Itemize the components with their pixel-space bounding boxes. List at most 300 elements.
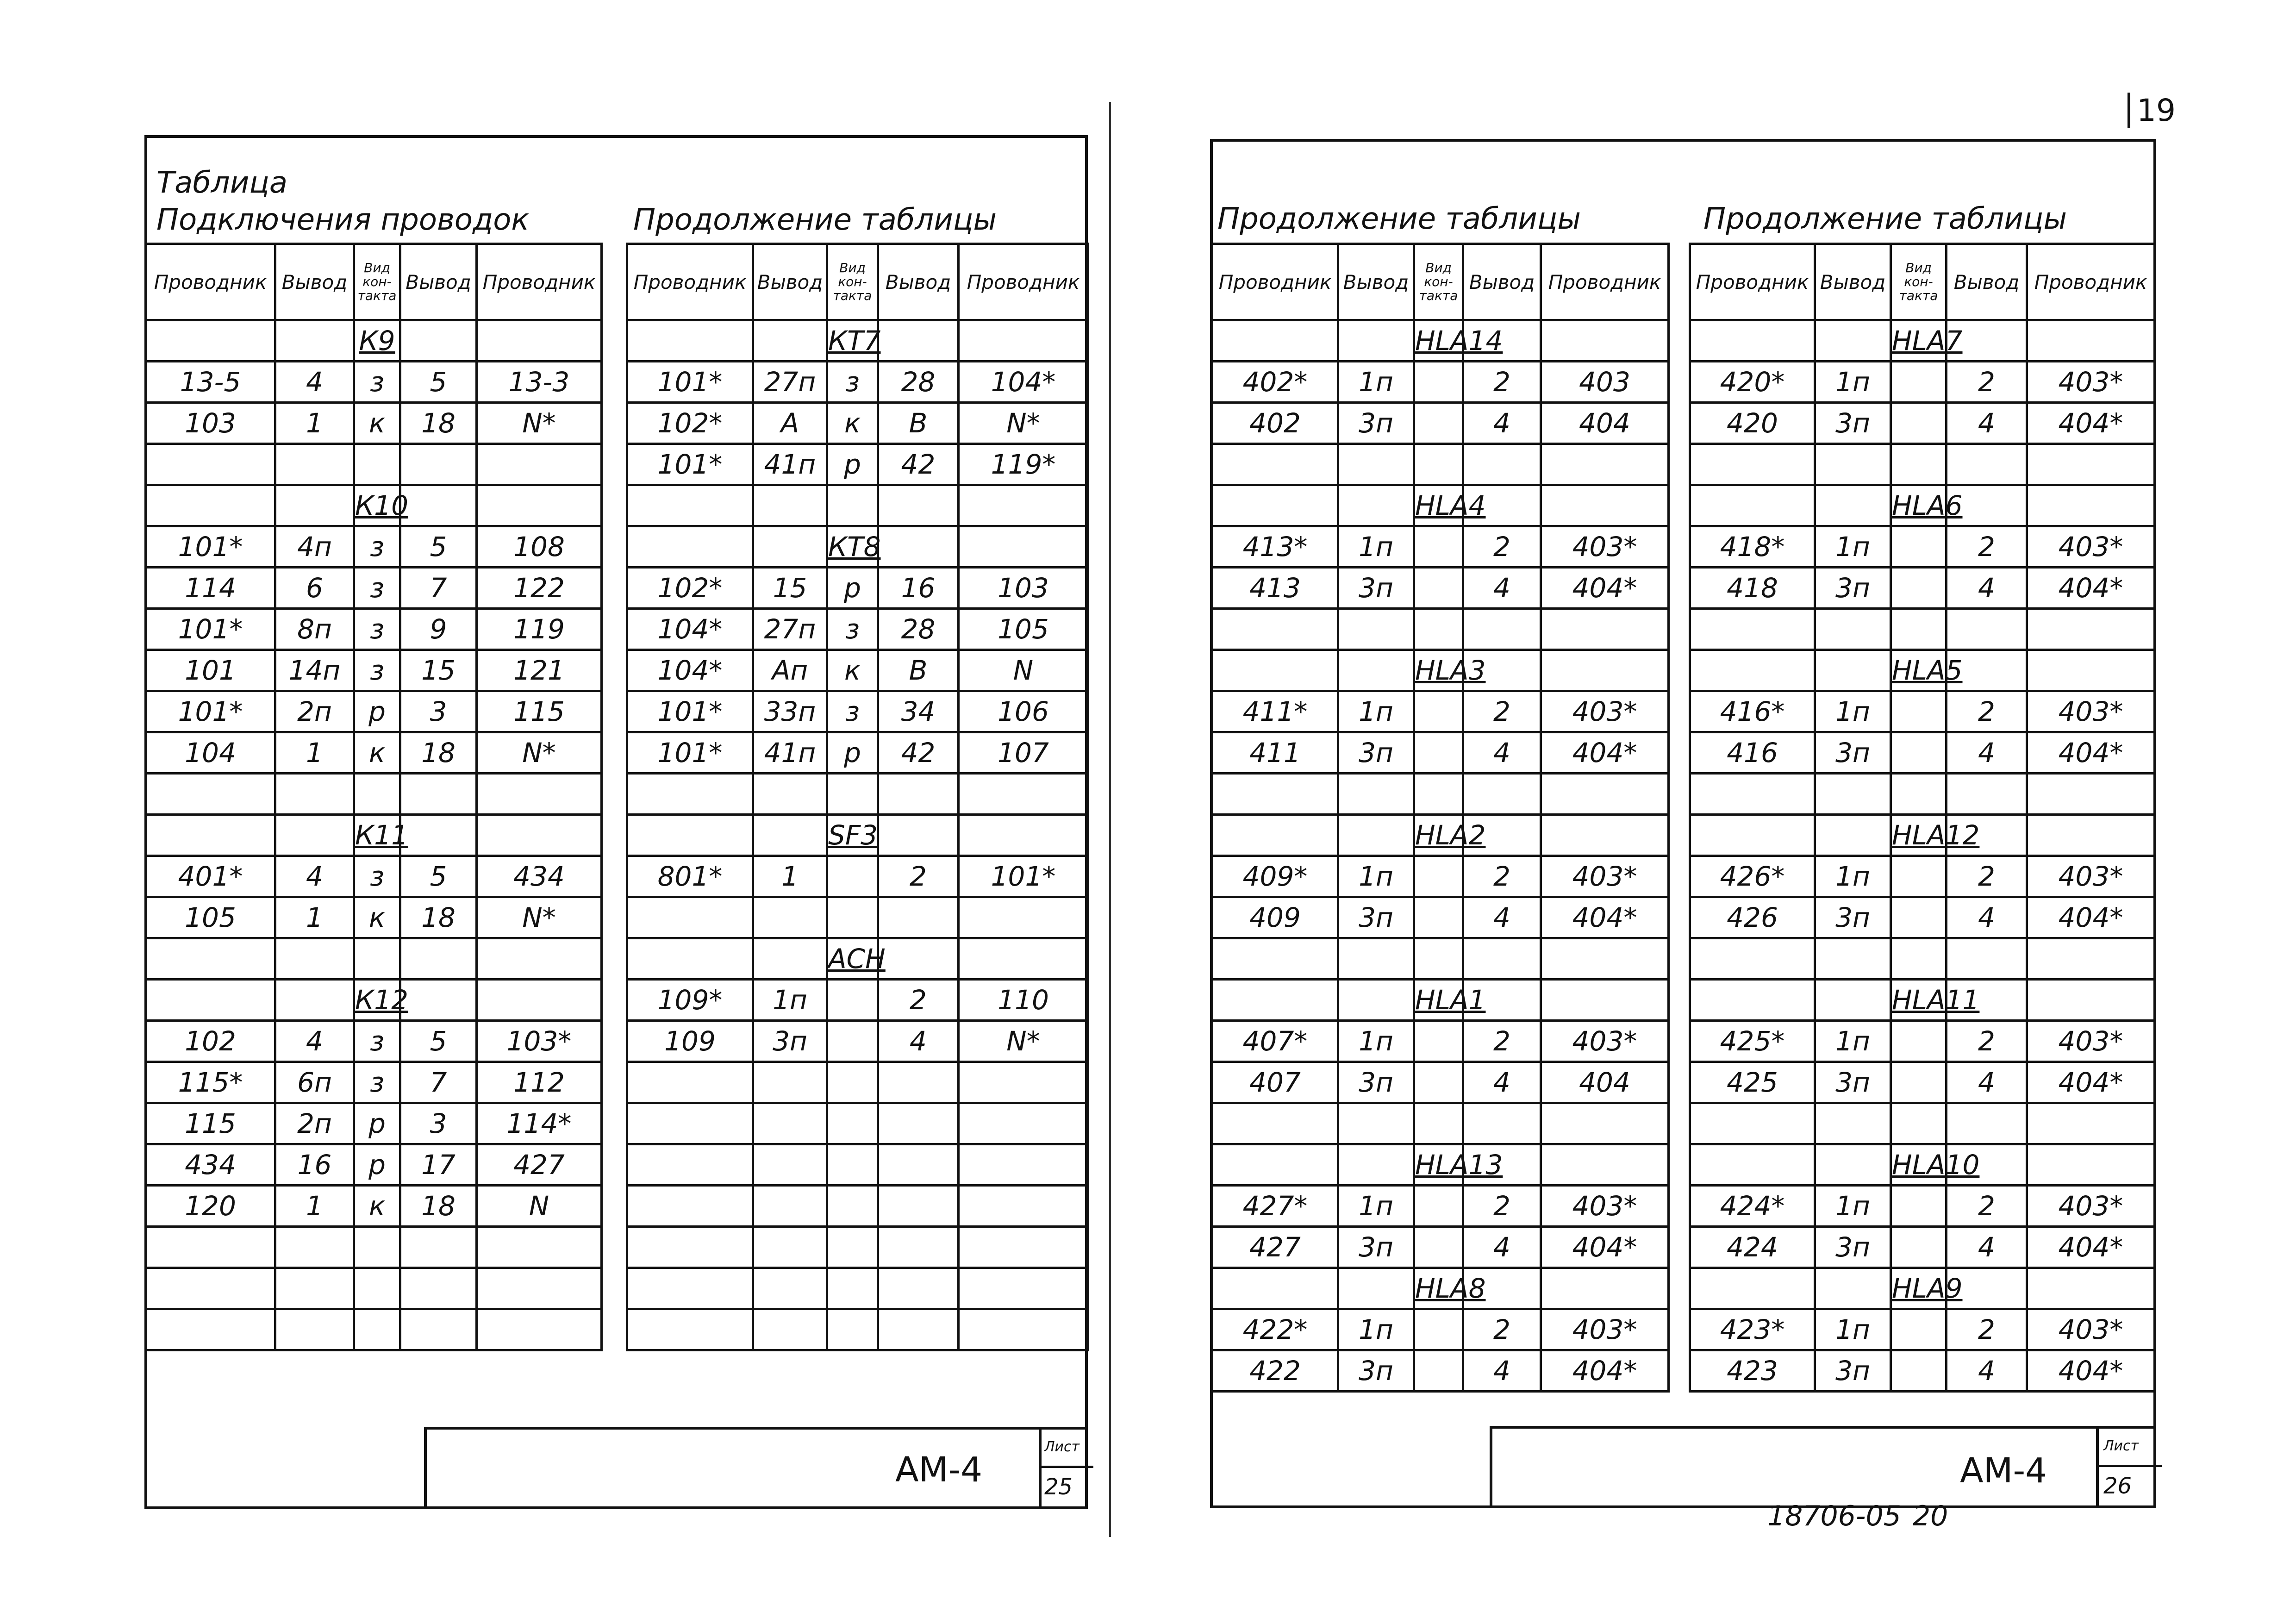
sheet-number-mark: 19 — [2128, 93, 2176, 128]
cell-conductor — [1212, 1103, 1338, 1144]
cell-output — [1338, 774, 1414, 815]
device-label: HLA5 — [1891, 650, 1947, 691]
cell-contact-type — [1891, 526, 1947, 568]
table-row — [1690, 691, 2155, 732]
cell-output: 2п — [275, 1103, 354, 1144]
cell-conductor: 109* — [627, 980, 753, 1021]
cell-conductor — [627, 526, 753, 568]
table-row — [146, 938, 602, 980]
header-row — [146, 244, 602, 320]
cell-contact-type — [1891, 1062, 1947, 1103]
cell-output2: 2 — [1947, 1186, 2027, 1227]
cell-output2: 18 — [400, 732, 477, 774]
cell-output — [1815, 774, 1891, 815]
cell-output: 15 — [753, 568, 827, 609]
device-row — [1690, 980, 2155, 1021]
cell-conductor: 409* — [1212, 856, 1338, 897]
cell-conductor2: 404* — [2027, 1227, 2155, 1268]
table-row — [1690, 1103, 2155, 1144]
cell-contact-type — [1891, 856, 1947, 897]
cell-conductor: 101* — [146, 609, 275, 650]
cell-conductor2: 404* — [1541, 568, 1669, 609]
table-row — [1212, 403, 1669, 444]
cell-contact-type: р — [354, 691, 400, 732]
cell-conductor2 — [959, 1103, 1088, 1144]
cell-output: 1п — [1338, 1309, 1414, 1350]
cell-output2: 28 — [878, 362, 959, 403]
cell-conductor2: 112 — [477, 1062, 602, 1103]
cell-conductor: 101* — [627, 444, 753, 485]
cell-conductor — [1212, 485, 1338, 526]
cell-output2: 4 — [1947, 732, 2027, 774]
cell-output: 3п — [1815, 1062, 1891, 1103]
cell-conductor — [1212, 650, 1338, 691]
table-row — [1690, 362, 2155, 403]
continuation-caption-2: Продолжение таблицы — [1703, 202, 2067, 236]
cell-conductor2: 108 — [477, 526, 602, 568]
cell-contact-type — [1891, 609, 1947, 650]
cell-conductor: 101 — [146, 650, 275, 691]
cell-conductor2: N* — [477, 732, 602, 774]
cell-output2: 16 — [878, 568, 959, 609]
cell-output — [753, 897, 827, 938]
table-row — [1690, 1227, 2155, 1268]
cell-output — [1815, 485, 1891, 526]
cell-contact-type: к — [354, 403, 400, 444]
cell-contact-type — [1414, 897, 1463, 938]
cell-output: 1 — [275, 897, 354, 938]
device-row — [627, 320, 1088, 362]
cell-conductor: 402* — [1212, 362, 1338, 403]
cell-output: 1п — [1815, 362, 1891, 403]
cell-conductor2: 13-3 — [477, 362, 602, 403]
cell-conductor — [1212, 320, 1338, 362]
table-row — [627, 1186, 1088, 1227]
cell-conductor: 425* — [1690, 1021, 1815, 1062]
device-label: HLA1 — [1414, 980, 1463, 1021]
table-row — [627, 897, 1088, 938]
cell-output2: 4 — [1463, 732, 1541, 774]
cell-contact-type: з — [354, 856, 400, 897]
table-row — [627, 403, 1088, 444]
cell-conductor2: N* — [959, 403, 1088, 444]
cell-contact-type — [1414, 1309, 1463, 1350]
cell-conductor2: 404* — [1541, 732, 1669, 774]
cell-contact-type — [1891, 691, 1947, 732]
device-row — [1690, 815, 2155, 856]
cell-conductor2: 403* — [2027, 856, 2155, 897]
cell-contact-type — [827, 1186, 878, 1227]
cell-output — [753, 1268, 827, 1309]
cell-output2: 4 — [1947, 897, 2027, 938]
cell-output — [1815, 650, 1891, 691]
header-output2: Вывод — [878, 244, 959, 320]
cell-conductor2 — [1541, 444, 1669, 485]
cell-output: 1п — [1815, 691, 1891, 732]
cell-conductor2 — [2027, 815, 2155, 856]
cell-output — [1815, 1144, 1891, 1186]
cell-output — [275, 815, 354, 856]
cell-conductor: 401* — [146, 856, 275, 897]
cell-conductor2: 403* — [2027, 1186, 2155, 1227]
device-row — [146, 980, 602, 1021]
cell-contact-type — [1414, 362, 1463, 403]
cell-contact-type — [1414, 1103, 1463, 1144]
cell-output2: 2 — [1463, 1309, 1541, 1350]
cell-output2 — [400, 1309, 477, 1350]
cell-output — [1815, 980, 1891, 1021]
table-row — [627, 1268, 1088, 1309]
cell-conductor — [1212, 444, 1338, 485]
cell-output2 — [1947, 774, 2027, 815]
header-output: Вывод — [275, 244, 354, 320]
cell-output2 — [878, 1186, 959, 1227]
device-row — [1690, 1144, 2155, 1186]
cell-output — [275, 1227, 354, 1268]
cell-output — [1338, 1268, 1414, 1309]
table-row — [146, 1309, 602, 1350]
device-label: HLA13 — [1414, 1144, 1463, 1186]
cell-conductor2: 403* — [1541, 1021, 1669, 1062]
cell-conductor: 114 — [146, 568, 275, 609]
cell-conductor — [146, 938, 275, 980]
table-subtitle: Подключения проводок — [156, 203, 529, 237]
table-row — [146, 1062, 602, 1103]
cell-output — [275, 1268, 354, 1309]
cell-output — [753, 1062, 827, 1103]
cell-conductor2: 103* — [477, 1021, 602, 1062]
cell-conductor — [1690, 938, 1815, 980]
cell-output2: 3 — [400, 691, 477, 732]
cell-conductor2: N* — [477, 897, 602, 938]
table-row — [146, 1103, 602, 1144]
cell-contact-type — [827, 1309, 878, 1350]
header-conductor2: Проводник — [959, 244, 1088, 320]
cell-contact-type — [354, 774, 400, 815]
cell-output2: 4 — [878, 1021, 959, 1062]
cell-output2 — [1947, 938, 2027, 980]
cell-output — [1338, 650, 1414, 691]
cell-output: 3п — [1338, 1062, 1414, 1103]
cell-output2: 4 — [1947, 1062, 2027, 1103]
cell-conductor: 13-5 — [146, 362, 275, 403]
cell-conductor2 — [959, 815, 1088, 856]
table-row — [146, 650, 602, 691]
cell-contact-type — [354, 1309, 400, 1350]
cell-conductor2 — [477, 1309, 602, 1350]
cell-conductor: 427 — [1212, 1227, 1338, 1268]
cell-output: 14п — [275, 650, 354, 691]
cell-contact-type — [827, 897, 878, 938]
table-row — [1212, 856, 1669, 897]
cell-output — [1338, 938, 1414, 980]
cell-conductor: 418* — [1690, 526, 1815, 568]
device-label: HLA9 — [1891, 1268, 1947, 1309]
table-row — [146, 1268, 602, 1309]
cell-conductor2 — [1541, 774, 1669, 815]
cell-contact-type — [354, 444, 400, 485]
cell-conductor: 101* — [146, 691, 275, 732]
table-row — [1212, 526, 1669, 568]
cell-conductor: 426* — [1690, 856, 1815, 897]
cell-conductor2: 404* — [1541, 1350, 1669, 1392]
table-row — [1212, 732, 1669, 774]
cell-contact-type: р — [827, 444, 878, 485]
cell-output — [275, 938, 354, 980]
cell-conductor2: 404* — [1541, 1227, 1669, 1268]
cell-conductor: 402 — [1212, 403, 1338, 444]
table-row — [1212, 362, 1669, 403]
cell-output2: 17 — [400, 1144, 477, 1186]
table-row — [146, 1021, 602, 1062]
cell-output — [275, 980, 354, 1021]
cell-contact-type: з — [354, 650, 400, 691]
cell-output2: 3 — [400, 1103, 477, 1144]
cell-contact-type — [1414, 1227, 1463, 1268]
connection-table-1 — [144, 243, 603, 1351]
cell-output — [753, 815, 827, 856]
continuation-caption-1: Продолжение таблицы — [1217, 202, 1581, 236]
cell-conductor: 101* — [627, 691, 753, 732]
cell-conductor — [1212, 1144, 1338, 1186]
device-row — [1212, 980, 1669, 1021]
cell-output2: 2 — [1947, 362, 2027, 403]
cell-conductor2 — [477, 815, 602, 856]
cell-output: 1п — [1815, 526, 1891, 568]
cell-output2: 5 — [400, 362, 477, 403]
table-row — [1690, 856, 2155, 897]
cell-contact-type: к — [827, 403, 878, 444]
table-row — [627, 1103, 1088, 1144]
cell-conductor2: 403* — [2027, 691, 2155, 732]
cell-contact-type — [1414, 938, 1463, 980]
cell-contact-type — [827, 980, 878, 1021]
table-row — [1690, 568, 2155, 609]
cell-contact-type — [827, 1062, 878, 1103]
cell-contact-type — [1891, 1021, 1947, 1062]
table-row — [1212, 1227, 1669, 1268]
header-conductor2: Проводник — [2027, 244, 2155, 320]
cell-output2: 4 — [1463, 1350, 1541, 1392]
cell-conductor — [627, 1144, 753, 1186]
cell-conductor — [1690, 1268, 1815, 1309]
cell-contact-type — [1891, 1350, 1947, 1392]
device-label: HLA8 — [1414, 1268, 1463, 1309]
cell-output: 1п — [1815, 1186, 1891, 1227]
cell-output2 — [400, 815, 477, 856]
header-conductor: Проводник — [627, 244, 753, 320]
cell-output2 — [878, 1268, 959, 1309]
cell-output — [275, 444, 354, 485]
cell-conductor2 — [1541, 1103, 1669, 1144]
sheet-label: Лист — [2103, 1438, 2139, 1454]
cell-output: 4п — [275, 526, 354, 568]
cell-conductor: 426 — [1690, 897, 1815, 938]
cell-output — [753, 1227, 827, 1268]
cell-conductor: 102* — [627, 568, 753, 609]
cell-conductor — [146, 1268, 275, 1309]
cell-output2: 2 — [1947, 526, 2027, 568]
cell-conductor — [627, 1062, 753, 1103]
cell-output2: 4 — [1463, 1062, 1541, 1103]
device-row — [146, 485, 602, 526]
cell-output: 3п — [1338, 403, 1414, 444]
cell-output2: 42 — [878, 732, 959, 774]
table-row — [146, 897, 602, 938]
sheet-label: Лист — [1044, 1439, 1080, 1455]
cell-conductor — [1212, 938, 1338, 980]
cell-conductor2: 427 — [477, 1144, 602, 1186]
cell-conductor2: 404 — [1541, 403, 1669, 444]
cell-output2: 2 — [1947, 1309, 2027, 1350]
cell-output — [1338, 444, 1414, 485]
cell-output2 — [878, 1103, 959, 1144]
table-row — [1212, 938, 1669, 980]
cell-conductor2 — [477, 1227, 602, 1268]
cell-output2: 4 — [1463, 897, 1541, 938]
device-row — [627, 938, 1088, 980]
cell-conductor: 416* — [1690, 691, 1815, 732]
table-row — [627, 980, 1088, 1021]
cell-output: 1п — [1338, 856, 1414, 897]
cell-output2: 5 — [400, 526, 477, 568]
cell-output: 3п — [1815, 568, 1891, 609]
cell-conductor2: 434 — [477, 856, 602, 897]
device-label: HLA7 — [1891, 320, 1947, 362]
cell-output2: 9 — [400, 609, 477, 650]
table-row — [146, 403, 602, 444]
cell-conductor — [146, 774, 275, 815]
table-row — [1690, 938, 2155, 980]
header-row — [1690, 244, 2155, 320]
cell-conductor2 — [2027, 444, 2155, 485]
cell-conductor: 101* — [627, 732, 753, 774]
cell-conductor — [1690, 1144, 1815, 1186]
table-row — [627, 1144, 1088, 1186]
device-label: HLA2 — [1414, 815, 1463, 856]
cell-output2 — [878, 938, 959, 980]
cell-conductor2: 403* — [2027, 1309, 2155, 1350]
cell-output: 4 — [275, 856, 354, 897]
cell-output2 — [1463, 1103, 1541, 1144]
cell-output: 1п — [1338, 1021, 1414, 1062]
cell-output2 — [878, 1227, 959, 1268]
table-row — [146, 774, 602, 815]
cell-conductor2: 403* — [1541, 691, 1669, 732]
cell-contact-type — [1891, 1227, 1947, 1268]
cell-conductor — [1690, 609, 1815, 650]
cell-conductor2: 107 — [959, 732, 1088, 774]
cell-output2 — [878, 526, 959, 568]
cell-output: 4 — [275, 362, 354, 403]
table-row — [1690, 403, 2155, 444]
cell-conductor2: 403* — [1541, 1309, 1669, 1350]
cell-contact-type — [1891, 938, 1947, 980]
cell-output2 — [878, 1062, 959, 1103]
cell-conductor: 104* — [627, 609, 753, 650]
cell-conductor2 — [2027, 1103, 2155, 1144]
cell-conductor2: 403* — [1541, 1186, 1669, 1227]
cell-contact-type: з — [354, 362, 400, 403]
cell-conductor — [146, 1227, 275, 1268]
header-conductor2: Проводник — [1541, 244, 1669, 320]
cell-output2 — [400, 485, 477, 526]
cell-conductor: 102 — [146, 1021, 275, 1062]
cell-contact-type: р — [354, 1144, 400, 1186]
table-title: Таблица — [156, 166, 288, 200]
cell-conductor2 — [2027, 980, 2155, 1021]
cell-output — [1338, 485, 1414, 526]
table-row — [1212, 444, 1669, 485]
cell-output: 3п — [1815, 1350, 1891, 1392]
cell-output — [1338, 320, 1414, 362]
cell-conductor2: 115 — [477, 691, 602, 732]
cell-output — [753, 774, 827, 815]
cell-output: 3п — [1338, 732, 1414, 774]
cell-conductor: 411* — [1212, 691, 1338, 732]
cell-conductor2 — [477, 938, 602, 980]
cell-contact-type: к — [354, 732, 400, 774]
cell-conductor: 413* — [1212, 526, 1338, 568]
cell-contact-type — [1414, 609, 1463, 650]
cell-contact-type — [1414, 1186, 1463, 1227]
cell-output2 — [1947, 444, 2027, 485]
cell-output2: 18 — [400, 1186, 477, 1227]
cell-conductor2 — [959, 485, 1088, 526]
table-row — [1212, 1350, 1669, 1392]
table-row — [1212, 897, 1669, 938]
device-label: HLA14 — [1414, 320, 1463, 362]
cell-conductor2 — [959, 1144, 1088, 1186]
cell-output2: 34 — [878, 691, 959, 732]
table-row — [146, 362, 602, 403]
cell-conductor2 — [959, 1309, 1088, 1350]
cell-output: 1 — [753, 856, 827, 897]
cell-conductor2: 105 — [959, 609, 1088, 650]
device-label: К11 — [354, 815, 400, 856]
cell-output2 — [878, 485, 959, 526]
cell-output2: 2 — [1463, 856, 1541, 897]
cell-contact-type — [1414, 1062, 1463, 1103]
cell-output — [1338, 1144, 1414, 1186]
cell-contact-type: з — [354, 609, 400, 650]
cell-conductor2: N — [477, 1186, 602, 1227]
table-row — [627, 774, 1088, 815]
cell-output: 27п — [753, 362, 827, 403]
device-label: АСН — [827, 938, 878, 980]
cell-output — [1815, 938, 1891, 980]
cell-output2 — [400, 938, 477, 980]
cell-output — [1815, 320, 1891, 362]
cell-conductor2 — [2027, 485, 2155, 526]
cell-contact-type — [1414, 568, 1463, 609]
cell-conductor — [627, 485, 753, 526]
cell-conductor2 — [959, 320, 1088, 362]
cell-output2: 5 — [400, 1021, 477, 1062]
table-row — [627, 485, 1088, 526]
cell-conductor — [627, 815, 753, 856]
cell-conductor: 413 — [1212, 568, 1338, 609]
table-row — [146, 1227, 602, 1268]
cell-output: 4 — [275, 1021, 354, 1062]
table-row — [627, 362, 1088, 403]
cell-output2: 18 — [400, 403, 477, 444]
cell-contact-type — [1891, 897, 1947, 938]
table-row — [1690, 444, 2155, 485]
cell-output2: 18 — [400, 897, 477, 938]
cell-conductor2: 104* — [959, 362, 1088, 403]
cell-output: 1п — [1338, 691, 1414, 732]
